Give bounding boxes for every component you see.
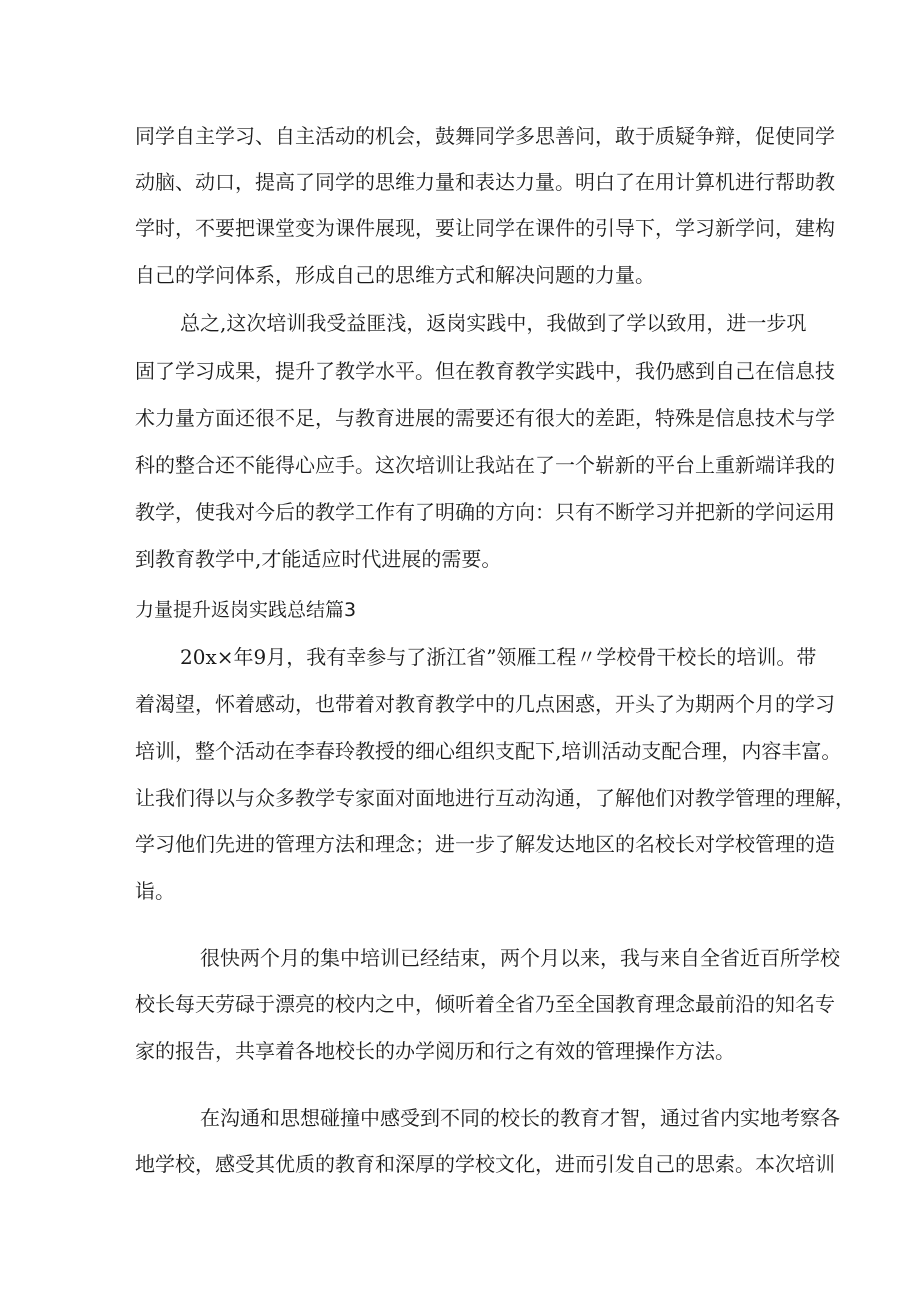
paragraph-3-line-6: 诣。	[135, 879, 175, 903]
paragraph-4-line-1: 很快两个月的集中培训已经结束，两个月以来，我与来自全省近百所学校	[200, 946, 840, 970]
paragraph-2-line-5: 教学，使我对今后的教学工作有了明确的方向：只有不断学习并把新的学问运用	[135, 500, 835, 524]
paragraph-2-line-2: 固了学习成果，提升了教学水平。但在教育教学实践中，我仍感到自己在信息技	[135, 359, 835, 383]
paragraph-2-line-3: 术力量方面还很不足，与教育进展的需要还有很大的差距，特殊是信息技术与学	[135, 406, 835, 430]
paragraph-3-line-1: 20x×年9月，我有幸参与了浙江省”领雁工程〃学校骨干校长的培训。带	[180, 645, 817, 669]
paragraph-3-line-5: 学习他们先进的管理方法和理念；进一步了解发达地区的名校长对学校管理的造	[135, 832, 835, 856]
paragraph-5-line-1: 在沟通和思想碰撞中感受到不同的校长的教育才智，通过省内实地考察各	[200, 1106, 840, 1130]
paragraph-2-line-4: 科的整合还不能得心应手。这次培训让我站在了一个崭新的平台上重新端详我的	[135, 453, 835, 477]
paragraph-1-line-3: 学时，不要把课堂变为课件展现，要让同学在课件的引导下，学习新学问，建构	[135, 216, 835, 240]
paragraph-2-line-6: 到教育教学中,才能适应时代进展的需要。	[135, 547, 502, 571]
paragraph-1-line-1: 同学自主学习、自主活动的机会，鼓舞同学多思善问，敢于质疑争辩，促使同学	[135, 124, 835, 148]
paragraph-3-line-2: 着渴望，怀着感动，也带着对教育教学中的几点困惑，开头了为期两个月的学习	[135, 692, 835, 716]
paragraph-2-line-1: 总之,这次培训我受益匪浅，返岗实践中，我做到了学以致用，进一步巩	[180, 311, 807, 335]
paragraph-1-line-2: 动脑、动口，提高了同学的思维力量和表达力量。明白了在用计算机进行帮助教	[135, 170, 835, 194]
section-heading: 力量提升返岗实践总结篇3	[135, 599, 357, 621]
paragraph-1-line-4: 自己的学问体系，形成自己的思维方式和解决问题的力量。	[135, 263, 655, 287]
paragraph-5-line-2: 地学校，感受其优质的教育和深厚的学校文化，进而引发自己的思索。本次培训	[135, 1152, 835, 1176]
paragraph-3-line-3: 培训，整个活动在李春玲教授的细心组织支配下,培训活动支配合理，内容丰富。	[135, 739, 842, 763]
paragraph-4-line-3: 家的报告，共享着各地校长的办学阅历和行之有效的管理操作方法。	[135, 1039, 735, 1063]
paragraph-3-line-4: 让我们得以与众多教学专家面对面地进行互动沟通，了解他们对教学管理的理解，	[135, 786, 855, 810]
paragraph-4-line-2: 校长每天劳碌于漂亮的校内之中，倾听着全省乃至全国教育理念最前沿的知名专	[135, 992, 835, 1016]
